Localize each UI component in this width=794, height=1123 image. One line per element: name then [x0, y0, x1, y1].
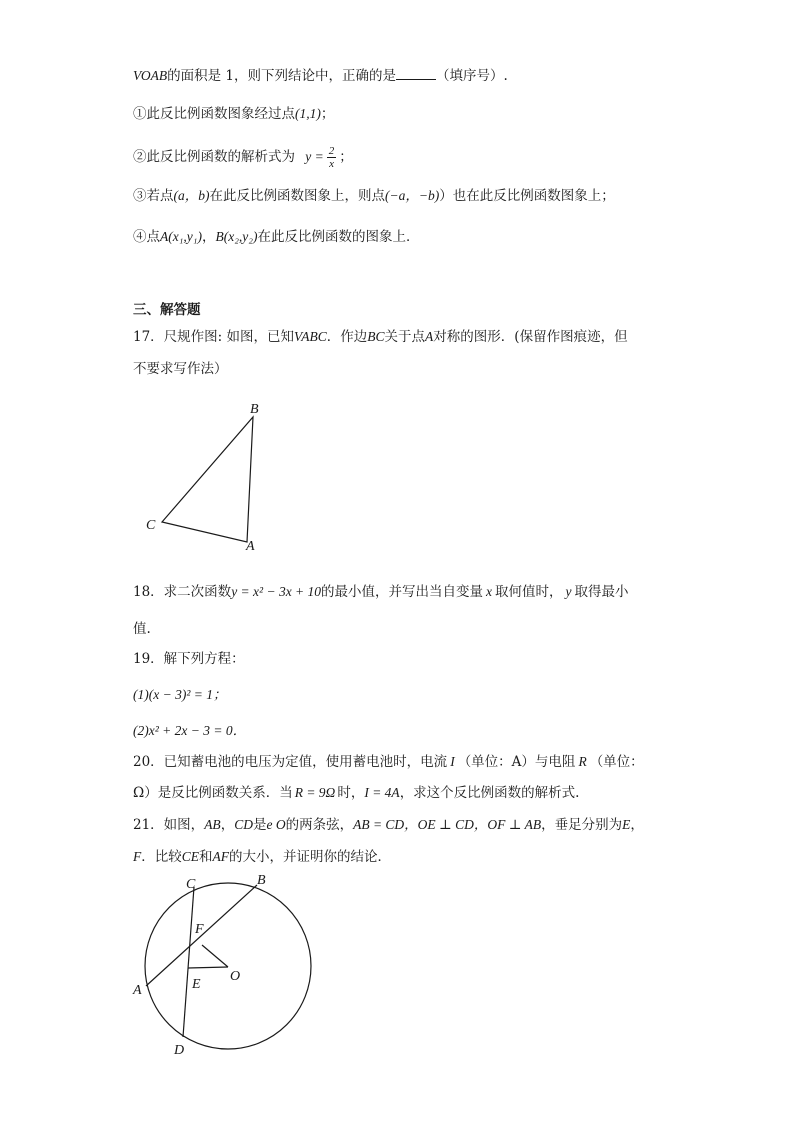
q21-line-2 — [133, 847, 391, 867]
q18-text-d: 取得最小 — [574, 584, 629, 600]
option-3-point-1: (a，b) — [173, 188, 210, 203]
fraction — [327, 145, 337, 170]
q21-text-b: ， — [220, 817, 235, 833]
label-e: E — [192, 977, 201, 992]
q17-text-b: ．作边 — [326, 329, 368, 345]
triangle-abc — [162, 417, 253, 542]
q21-text-d: 的两条弦， — [285, 817, 354, 833]
q20-text-f: ，求这个反比例函数的解析式. — [399, 785, 580, 801]
q20-line-1 — [133, 752, 644, 772]
q17-text-c: 关于点 — [384, 329, 426, 345]
label-a: A — [133, 983, 142, 998]
option-4-text-b: 在此反比例函数的图象上． — [257, 229, 420, 245]
q18-text-c: 取何值时， — [495, 584, 563, 600]
option-2-end: ； — [339, 149, 353, 165]
label-c: C — [146, 518, 156, 533]
q18-line-1 — [133, 582, 629, 602]
q21-e: E — [622, 817, 631, 832]
q21-text-i: 的大小，并证明你的结论． — [229, 849, 392, 865]
q20-text-a: 20．已知蓄电池的电压为定值，使用蓄电池时，电流 — [133, 754, 448, 770]
section-heading: 三、解答题 — [133, 302, 201, 318]
q17-triangle: VABC — [294, 329, 327, 344]
q21-text-a: 21．如图， — [133, 817, 205, 833]
q21-text-c: 是 — [252, 817, 267, 833]
option-4-sep: ， — [201, 229, 216, 245]
option-1-end: ； — [320, 106, 335, 122]
q16-option-1 — [133, 104, 334, 124]
label-o: O — [230, 969, 241, 984]
option-1-point: (1,1) — [295, 106, 321, 121]
option-3-point-2: (−a，−b) — [385, 188, 440, 203]
q17-text-a: 17．尺规作图: 如图，已知 — [133, 329, 295, 345]
circle-figure — [130, 868, 330, 1060]
option-4-text-a: ④点 — [133, 229, 160, 245]
fraction-denominator: x — [329, 158, 334, 170]
option-2-text: ②此反比例函数的解析式为 — [133, 149, 295, 165]
option-3-text-a: ③若点 — [133, 188, 174, 204]
option-3-text-b: 在此反比例函数图象上，则点 — [209, 188, 385, 204]
answer-blank[interactable] — [396, 67, 436, 80]
option-3-text-c: ）也在此反比例函数图象上； — [439, 188, 615, 204]
q16-stem-end: （填序号）. — [435, 68, 508, 84]
option-4-point-a: A(x₁,y₁) — [160, 229, 202, 244]
q21-ab: AB — [204, 817, 221, 832]
q16-option-3 — [133, 186, 615, 206]
q17-bc: BC — [367, 329, 385, 344]
q19-equation-1: (1)(x − 3)² = 1； — [133, 687, 227, 702]
q19-equation-2: (2)x² + 2x − 3 = 0． — [133, 723, 247, 738]
label-b: B — [250, 402, 259, 417]
q20-text-b: （单位：A）与电阻 — [457, 754, 576, 770]
q21-cd: CD — [234, 817, 253, 832]
label-b: B — [257, 873, 266, 888]
circle-o — [145, 883, 311, 1049]
q17-point-a: A — [425, 329, 434, 344]
q20-text-e: 时， — [337, 785, 365, 801]
q21-text-h: 和 — [199, 849, 213, 865]
option-2-y: y = — [305, 149, 324, 164]
option-4-point-b: B(x₂,y₂) — [215, 229, 258, 244]
q18-text-b: 的最小值，并写出当自变量 — [321, 584, 484, 600]
q16-option-4 — [133, 227, 419, 247]
q20-text-d: Ω）是反比例函数关系．当 — [133, 785, 293, 801]
label-a: A — [246, 539, 255, 554]
q20-text-c: （单位： — [589, 754, 644, 770]
q21-text-e: ，垂足分别为 — [541, 817, 623, 833]
q20-r: R — [578, 754, 587, 769]
triangle-abc-figure — [140, 395, 280, 560]
q18-function: y = x² − 3x + 10 — [231, 584, 322, 599]
label-c: C — [186, 877, 196, 892]
q19-title: 19．解下列方程： — [133, 651, 245, 667]
label-f: F — [195, 922, 204, 937]
q21-af: AF — [212, 849, 230, 864]
q20-line-2 — [133, 783, 579, 803]
q18-line-2: 值. — [133, 621, 151, 637]
q20-i-value: I = 4A — [364, 785, 400, 800]
q20-i: I — [450, 754, 455, 769]
q21-f: F — [133, 849, 142, 864]
q21-ce: CE — [181, 849, 200, 864]
q20-r-value: R = 9Ω — [294, 785, 336, 800]
q21-text-f: ， — [630, 817, 644, 833]
q21-conditions: AB = CD，OE ⊥ CD，OF ⊥ AB — [353, 817, 542, 832]
chord-cd — [183, 887, 194, 1037]
q16-stem-text: 的面积是 1，则下列结论中，正确的是 — [167, 68, 396, 84]
q18-x: x — [486, 584, 493, 599]
segment-oe — [188, 967, 228, 968]
option-1-text: ①此反比例函数图象经过点 — [133, 106, 295, 122]
q18-y: y — [565, 584, 572, 599]
q21-line-1 — [133, 815, 644, 835]
fraction-numerator: 2 — [328, 145, 335, 157]
q21-circle-o: e O — [266, 817, 286, 832]
q17-line-2: 不要求写作法） — [133, 361, 228, 377]
q18-text-a: 18．求二次函数 — [133, 584, 232, 600]
q16-stem — [133, 66, 508, 86]
q21-text-g: ．比较 — [141, 849, 182, 865]
q16-option-2 — [133, 145, 353, 170]
segment-of — [202, 945, 228, 967]
q17-text-d: 对称的图形．(保留作图痕迹，但 — [433, 329, 628, 345]
triangle-oab: VOAB — [133, 68, 168, 83]
label-d: D — [174, 1043, 185, 1058]
q17-line-1 — [133, 327, 628, 347]
